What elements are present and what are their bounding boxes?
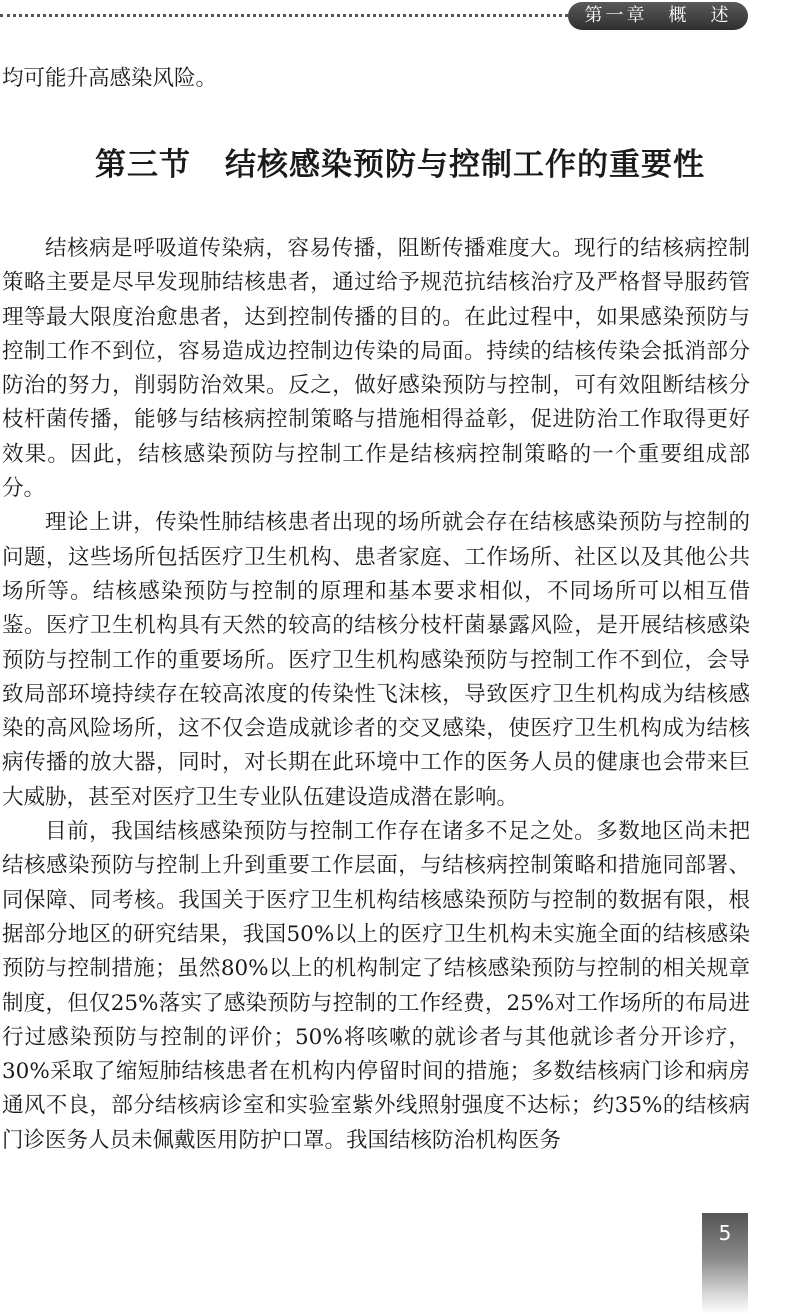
section-title: 结核感染预防与控制工作的重要性	[225, 147, 705, 183]
paragraph: 目前，我国结核感染预防与控制工作存在诸多不足之处。多数地区尚未把结核感染预防与控制上升到重要工作层面，与结核病控制策略和措施同部署、同保障、同考核。我国关于医疗卫生机构结核感染预防与控制的数据有限，根据部分地区的研究结果，我国50%以上的医疗卫生机构未实施全面的结核感染预防与控制措施；虽然80%以上的机构制定了结核感染预防与控制的相关规章制度，但仅25%落实了感染预防与控制的工作经费，25%对工作场所的布局进行过感染预防与控制的评价；50%将咳嗽的就诊者与其他就诊者分开诊疗，30%采取了缩短肺结核患者在机构内停留时间的措施；多数结核病门诊和病房通风不良，部分结核病诊室和实验室紫外线照射强度不达标；约35%的结核病门诊医务人员未佩戴医用防护口罩。我国结核防治机构医务	[2, 819, 750, 1153]
continuation-text: 均可能升高感染风险。	[2, 66, 218, 91]
section-number: 第三节	[95, 147, 191, 183]
page-number-tab	[702, 1213, 748, 1314]
chapter-header-tab: 第一章 概 述	[568, 2, 748, 30]
page-number: 5	[718, 1221, 732, 1245]
body-text	[2, 232, 750, 1158]
paragraph: 结核病是呼吸道传染病，容易传播，阻断传播难度大。现行的结核病控制策略主要是尽早发现肺结核患者，通过给予规范抗结核治疗及严格督导服药管理等最大限度治愈患者，达到控制传播的目的。在此过程中，如果感染预防与控制工作不到位，容易造成边控制边传染的局面。持续的结核传染会抵消部分防治的努力，削弱防治效果。反之，做好感染预防与控制，可有效阻断结核分枝杆菌传播，能够与结核病控制策略与措施相得益彰，促进防治工作取得更好效果。因此，结核感染预防与控制工作是结核病控制策略的一个重要组成部分。	[2, 236, 750, 502]
paragraph: 理论上讲，传染性肺结核患者出现的场所就会存在结核感染预防与控制的问题，这些场所包括医疗卫生机构、患者家庭、工作场所、社区以及其他公共场所等。结核感染预防与控制的原理和基本要求相似，不同场所可以相互借鉴。医疗卫生机构具有天然的较高的结核分枝杆菌暴露风险，是开展结核感染预防与控制工作的重要场所。医疗卫生机构感染预防与控制工作不到位，会导致局部环境持续存在较高浓度的传染性飞沫核，导致医疗卫生机构成为结核感染的高风险场所，这不仅会造成就诊者的交叉感染，使医疗卫生机构成为结核病传播的放大器，同时，对长期在此环境中工作的医务人员的健康也会带来巨大威胁，甚至对医疗卫生专业队伍建设造成潜在影响。	[2, 510, 750, 810]
section-heading	[0, 140, 800, 190]
header-dotted-rule	[0, 14, 575, 17]
